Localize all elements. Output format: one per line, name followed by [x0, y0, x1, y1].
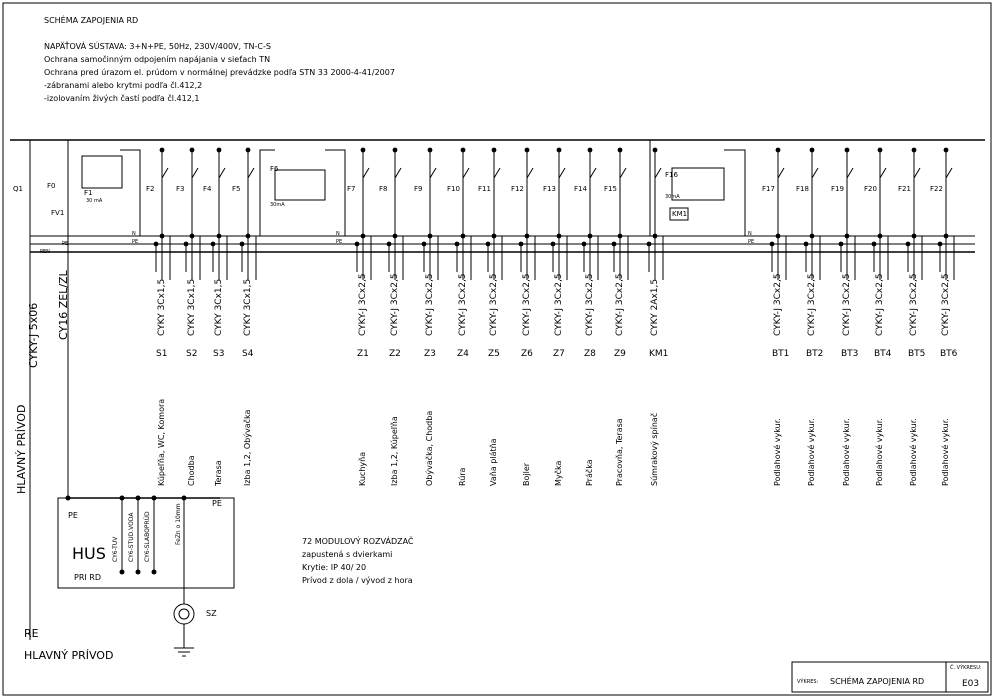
breaker-label: F9: [414, 185, 423, 193]
breaker-label: F3: [176, 185, 185, 193]
circuit-id: BT4: [874, 349, 892, 359]
cable-label: CYKY 3Cx1,5: [243, 278, 253, 336]
drawing-title: SCHÉMA ZAPOJENIA RD: [44, 16, 139, 25]
circuit-n-node: [217, 234, 222, 239]
breaker-contact: [248, 168, 254, 178]
circuit-n-node: [810, 234, 815, 239]
breaker-top-terminal: [492, 148, 497, 153]
circuit-id: BT5: [908, 349, 926, 359]
circuit-id: BT6: [940, 349, 958, 359]
breaker-contact: [463, 168, 469, 178]
main-feed-vertical-label: HLAVNÝ PRÍVOD: [15, 404, 28, 494]
circuit-id: S4: [242, 349, 254, 359]
breaker-label: F14: [574, 185, 587, 193]
circuit-n-node: [557, 234, 562, 239]
header-line-4: -zábranami alebo krytmi podľa čl.412,2: [44, 81, 203, 90]
breaker-top-terminal: [810, 148, 815, 153]
circuit-room: Chodba: [187, 455, 196, 486]
circuit-id: Z8: [584, 349, 596, 359]
breaker-top-terminal: [428, 148, 433, 153]
circuit-room: Podlahové vykur.: [875, 418, 884, 486]
circuit-pe-node: [906, 242, 911, 247]
titleblock-label: VÝKRES:: [797, 679, 819, 685]
hus-branch-4: FeZn o 10mm: [175, 503, 182, 545]
breaker-contact: [527, 168, 533, 178]
breaker-top-terminal: [217, 148, 222, 153]
circuit-room: Súmrakový spínač: [650, 412, 659, 486]
breaker-top-terminal: [393, 148, 398, 153]
circuit-n-node: [461, 234, 466, 239]
note-line-1: 72 MODULOVÝ ROZVÁDZAČ: [302, 537, 414, 546]
f6-label: F6: [270, 165, 279, 173]
cable-label: CYKY-J 3Cx2,5: [941, 273, 951, 336]
circuit-room: Izba 1,2, Obývačka: [243, 409, 252, 486]
breaker-label: F4: [203, 185, 212, 193]
hus-title: HUS: [72, 544, 106, 563]
breaker-contact: [162, 168, 168, 178]
circuit-room: Obývačka, Chodba: [425, 410, 434, 486]
circuit-room: Kuchyňa: [358, 451, 367, 486]
breaker-label: F5: [232, 185, 241, 193]
circuit-pe-node: [486, 242, 491, 247]
cable-label: CYKY-J 3Cx2,5: [807, 273, 817, 336]
n-tag-1: N: [132, 231, 136, 237]
circuit-n-node: [361, 234, 366, 239]
breaker-contact: [778, 168, 784, 178]
header-line-3: Ochrana pred úrazom el. prúdom v normálnej prevádzke podľa STN 33 2000-4-41/2007: [44, 68, 395, 77]
breaker-top-terminal: [653, 148, 658, 153]
cable-label: CYKY-J 3Cx2,5: [458, 273, 468, 336]
circuit-n-node: [393, 234, 398, 239]
f1-label: F1: [84, 189, 93, 197]
breaker-top-terminal: [525, 148, 530, 153]
cable-label: CYKY-J 3Cx2,5: [773, 273, 783, 336]
breaker-label: F21: [898, 185, 911, 193]
breaker-label: F13: [543, 185, 556, 193]
circuit-room: Pracovňa, Terasa: [615, 418, 624, 486]
circuit-pe-node: [184, 242, 189, 247]
circuit-room: Vaňa plátňa: [489, 438, 498, 486]
hus-pe-right: PE: [212, 499, 222, 508]
breaker-contact: [192, 168, 198, 178]
circuit-pe-node: [455, 242, 460, 247]
circuit-id: Z7: [553, 349, 565, 359]
breaker-label: F20: [864, 185, 877, 193]
breaker-contact: [946, 168, 952, 178]
circuit-id: Z6: [521, 349, 533, 359]
circuit-n-node: [653, 234, 658, 239]
earth-label: SZ: [206, 609, 217, 618]
circuit-n-node: [878, 234, 883, 239]
circuit-n-node: [912, 234, 917, 239]
breaker-top-terminal: [160, 148, 165, 153]
cable-label: CYKY-J 3Cx2,5: [390, 273, 400, 336]
breaker-top-terminal: [944, 148, 949, 153]
circuit-n-node: [525, 234, 530, 239]
circuit-n-node: [246, 234, 251, 239]
breaker-label: F11: [478, 185, 491, 193]
circuit-room: Terasa: [214, 460, 223, 486]
circuit-room: Bojler: [522, 462, 531, 486]
earth-electrode-inner: [179, 609, 189, 619]
breaker-label: F15: [604, 185, 617, 193]
breaker-contact: [395, 168, 401, 178]
n-tag-2: N: [336, 231, 340, 237]
circuit-n-node: [618, 234, 623, 239]
circuit-pe-node: [422, 242, 427, 247]
breaker-top-terminal: [361, 148, 366, 153]
circuit-room: Kúpeľňa, WC, Komora: [157, 398, 166, 486]
circuit-id: Z2: [389, 349, 401, 359]
circuit-pe-node: [770, 242, 775, 247]
f6-spec: 30mA: [270, 202, 285, 208]
breaker-contact: [363, 168, 369, 178]
breaker-contact: [219, 168, 225, 178]
cable-label: CYKY-J 3Cx2,5: [909, 273, 919, 336]
circuit-pe-node: [211, 242, 216, 247]
note-line-3: Krytie: IP 40/ 20: [302, 563, 367, 572]
circuit-room: Podlahové vykur.: [807, 418, 816, 486]
fv1-label: FV1: [51, 209, 65, 217]
cable-label: CYKY 3Cx1,5: [214, 278, 224, 336]
circuit-n-node: [776, 234, 781, 239]
circuit-n-node: [492, 234, 497, 239]
cable-label: CYKY 2Ax1,5: [650, 278, 660, 336]
breaker-top-terminal: [246, 148, 251, 153]
circuit-pe-node: [240, 242, 245, 247]
hus-branch-3: CY6-SLABOPRÚD: [144, 511, 151, 562]
header-line-5: -izolovaním živých častí podľa čl.412,1: [44, 94, 200, 103]
breaker-contact: [620, 168, 626, 178]
titleblock-number-label: Č. VÝKRESU:: [950, 665, 982, 671]
circuit-pe-node: [804, 242, 809, 247]
circuit-room: Rúra: [458, 467, 467, 486]
f16-spec: 30mA: [665, 194, 680, 200]
earth-electrode-outer: [174, 604, 194, 624]
circuit-n-node: [428, 234, 433, 239]
pe-tag-2: PE: [132, 239, 139, 245]
km1-device-label: KM1: [672, 210, 688, 218]
breaker-contact: [494, 168, 500, 178]
header-line-2: Ochrana samočinným odpojením napájania v sieťach TN: [44, 55, 271, 64]
circuit-id: Z5: [488, 349, 500, 359]
rcd-f6-box: [275, 170, 325, 200]
cable-label: CYKY 3Cx1,5: [187, 278, 197, 336]
pe-tag-3: PE: [336, 239, 343, 245]
breaker-top-terminal: [461, 148, 466, 153]
titleblock-number: E03: [962, 679, 980, 689]
breaker-contact: [880, 168, 886, 178]
breaker-contact: [812, 168, 818, 178]
header-line-1: NAPÄŤOVÁ SÚSTAVA: 3+N+PE, 50Hz, 230V/400V, TN-C-S: [44, 42, 271, 51]
circuit-room: Myčka: [554, 460, 563, 486]
hus-branch-2: CY6-STUD.VODA: [128, 512, 135, 562]
circuit-pe-node: [582, 242, 587, 247]
breaker-label: F2: [146, 185, 155, 193]
cable-label: CYKY-J 3Cx2,5: [489, 273, 499, 336]
circuit-room: Podlahové vykur.: [773, 418, 782, 486]
circuit-id: Z4: [457, 349, 469, 359]
breaker-label: F7: [347, 185, 356, 193]
breaker-label: F17: [762, 185, 775, 193]
circuit-room: Podlahové vykur.: [941, 418, 950, 486]
circuit-n-node: [588, 234, 593, 239]
circuit-id: S2: [186, 349, 198, 359]
cable-label: CYKY-J 3Cx2,5: [425, 273, 435, 336]
circuit-pe-node: [839, 242, 844, 247]
circuit-id: Z9: [614, 349, 626, 359]
circuit-id: S1: [156, 349, 168, 359]
circuit-pe-node: [355, 242, 360, 247]
breaker-contact: [590, 168, 596, 178]
hus-pe-left: PE: [68, 511, 78, 520]
pe-tag-4: PE: [748, 239, 755, 245]
breaker-contact: [559, 168, 565, 178]
cable-label: CYKY-J 3Cx2,5: [615, 273, 625, 336]
breaker-contact: [847, 168, 853, 178]
n-tag-3: N: [748, 231, 752, 237]
circuit-id: KM1: [649, 349, 669, 359]
breaker-top-terminal: [912, 148, 917, 153]
hus-subtitle: PRI RD: [74, 573, 102, 582]
breaker-top-terminal: [845, 148, 850, 153]
f16-device-label: F16: [665, 171, 678, 179]
circuit-room: Práčka: [585, 459, 594, 486]
cable-label: CYKY-J 3Cx2,5: [585, 273, 595, 336]
cable-label: CYKY-J 3Cx2,5: [875, 273, 885, 336]
circuit-n-node: [944, 234, 949, 239]
circuit-id: BT3: [841, 349, 859, 359]
f0-label: F0: [47, 182, 56, 190]
circuit-id: S3: [213, 349, 225, 359]
note-line-4: Prívod z dola / vývod z hora: [302, 576, 413, 585]
circuit-pe-node: [647, 242, 652, 247]
breaker-top-terminal: [557, 148, 562, 153]
cable-label: CYKY 3Cx1,5: [157, 278, 167, 336]
cable-label: CYKY-J 3Cx2,5: [358, 273, 368, 336]
breaker-top-terminal: [190, 148, 195, 153]
breaker-label: F22: [930, 185, 943, 193]
main-feed-bottom-label: HLAVNÝ PRÍVOD: [24, 649, 114, 662]
pen-label: PEN: [40, 249, 50, 255]
circuit-pe-node: [519, 242, 524, 247]
circuit-pe-node: [938, 242, 943, 247]
circuit-room: Podlahové vykur.: [909, 418, 918, 486]
pe-cable-label: CY16 ZEL/ZL: [57, 270, 70, 340]
circuit-room: Izba 1,2, Kúpeľňa: [390, 416, 399, 486]
circuit-pe-node: [387, 242, 392, 247]
breaker-top-terminal: [618, 148, 623, 153]
circuit-n-node: [160, 234, 165, 239]
breaker-label: F18: [796, 185, 809, 193]
circuit-pe-node: [612, 242, 617, 247]
breaker-top-terminal: [776, 148, 781, 153]
breaker-contact: [430, 168, 436, 178]
titleblock-title: SCHÉMA ZAPOJENIA RD: [830, 677, 925, 686]
breaker-contact: [914, 168, 920, 178]
q1-label: Q1: [13, 185, 23, 193]
circuit-id: BT2: [806, 349, 824, 359]
pe-tag-1: PE: [62, 241, 69, 247]
circuit-n-node: [190, 234, 195, 239]
breaker-label: F19: [831, 185, 844, 193]
breaker-contact: [655, 168, 661, 178]
hus-branch-1: CY6-TUV: [112, 536, 119, 562]
circuit-id: BT1: [772, 349, 790, 359]
circuit-id: Z1: [357, 349, 369, 359]
circuit-pe-node: [551, 242, 556, 247]
re-label: RE: [24, 627, 39, 640]
f1-spec: 30 mA: [86, 198, 103, 204]
breaker-top-terminal: [588, 148, 593, 153]
cable-label: CYKY-J 3Cx2,5: [842, 273, 852, 336]
circuit-n-node: [845, 234, 850, 239]
breaker-label: F8: [379, 185, 388, 193]
rcd-f1-box: [82, 156, 122, 188]
breaker-label: F12: [511, 185, 524, 193]
cable-label: CYKY-J 3Cx2,5: [554, 273, 564, 336]
circuit-id: Z3: [424, 349, 436, 359]
main-cable-label: CYKY-J 5x06: [27, 302, 40, 368]
note-line-2: zapustená s dvierkami: [302, 550, 393, 559]
circuit-room: Podlahové vykur.: [842, 418, 851, 486]
breaker-top-terminal: [878, 148, 883, 153]
circuit-pe-node: [872, 242, 877, 247]
circuit-pe-node: [154, 242, 159, 247]
breaker-label: F10: [447, 185, 460, 193]
cable-label: CYKY-J 3Cx2,5: [522, 273, 532, 336]
